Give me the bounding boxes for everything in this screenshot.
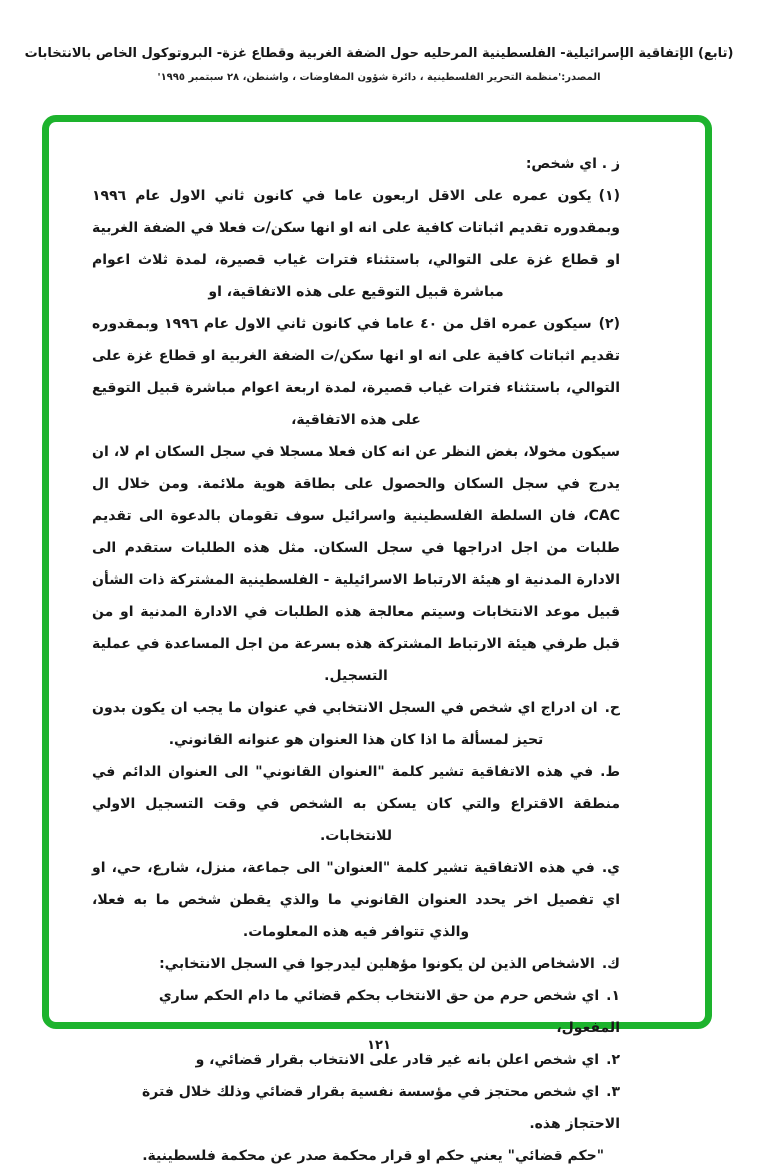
list-item-paren-1 (92, 180, 620, 308)
list-item-ha (92, 692, 620, 756)
list-item-ya (92, 852, 620, 948)
document-header (0, 46, 758, 83)
list-item-kaf (92, 948, 620, 980)
document-title: (تابع) الإتفاقية الإسرائيلية- الفلسطينية المرحليه حول الضفة الغربية وقطاع غزة- البروتوكول الخاص بالانتخابات (24, 46, 734, 61)
list-item-num-1 (92, 980, 620, 1044)
document-source-line: المصدر:'منظمة التحرير الفلسطينية ، دائرة شؤون المفاوضات ، واشنطن، ٢٨ سبتمبر ١٩٩٥' (157, 72, 601, 83)
list-item-paren-2-text: سيكون عمره اقل من ٤٠ عاما في كانون ثاني الاول عام ١٩٩٦ وبمقدوره تقديم اثباتات كافية على انه او انها سكن/ت الضفة الغربية او قطاع غزة على التوالي، باستثناء فترات غياب قصيرة، لمدة اربعة اعوام مباشرة قبيل التوقيع على هذه الاتفاقية، (92, 316, 620, 428)
list-item-num-2-marker: ٢. (606, 1052, 620, 1068)
list-item-paren-1-text: يكون عمره على الاقل اربعون عاما في كانون ثاني الاول عام ١٩٩٦ وبمقدوره تقديم اثباتات كافية على انه او انها سكن/ت فعلا في الضفة الغربية او قطاع غزة على التوالي، باستثناء فترات غياب قصيرة، لمدة ثلاث اعوام مباشرة قبيل التوقيع على هذه الاتفاقية، او (92, 188, 620, 300)
list-item-paren-2-marker: (٢) (598, 316, 620, 332)
list-item-paren-2 (92, 308, 620, 436)
list-item-num-1-text: اي شخص حرم من حق الانتخاب بحكم قضائي ما دام الحكم ساري المفعول، (158, 988, 620, 1036)
page-number: ١٢١ (367, 1038, 391, 1053)
document-body (49, 122, 705, 1172)
list-item-kaf-marker: ك. (601, 956, 620, 972)
list-item-ya-marker: ي. (601, 860, 620, 876)
list-item-ta-marker: ط. (600, 764, 620, 780)
registry-paragraph: سيكون مخولا، بغض النظر عن انه كان فعلا مسجلا في سجل السكان ام لا، ان يدرج في سجل السكان والحصول على بطاقة هوية ملائمة. ومن خلال ال CAC، فان السلطة الفلسطينية واسرائيل سوف تقومان بالدعوة الى تقديم طلبات من اجل ادراجها في سجل السكان. مثل هذه الطلبات ستقدم الى الادارة المدنية او هيئة الارتباط الاسرائيلية - الفلسطينية المشتركة ذات الشأن قبيل موعد الانتخابات وسيتم معالجة هذه الطلبات في الادارة المدنية او من قبل طرفي هيئة الارتباط المشتركة هذه بسرعة من اجل المساعدة في عملية التسجيل. (92, 444, 620, 684)
list-item-num-2-text: اي شخص اعلن بانه غير قادر على الانتخاب بقرار قضائي، و (195, 1052, 600, 1068)
list-item-num-3-marker: ٣. (606, 1084, 620, 1100)
judicial-ruling-footnote: "حكم قضائي" يعني حكم او قرار محكمة صدر عن محكمة فلسطينية. (142, 1148, 604, 1164)
list-item-ha-text: ان ادراج اي شخص في السجل الانتخابي في عنوان ما يجب ان يكون بدون تحيز لمسألة ما اذا كان هذا العنوان هو عنوانه القانوني. (92, 700, 598, 748)
list-item-ya-text: في هذه الاتفاقية تشير كلمة "العنوان" الى جماعة، منزل، شارع، حي، او اي تفصيل اخر يحدد العنوان القانوني ما والذي يقطن شخص ما به فعلا، والذي تتوافر فيه هذه المعلومات. (92, 860, 620, 940)
list-item-paren-1-marker: (١) (598, 188, 620, 204)
list-item-ta-text: في هذه الاتفاقية تشير كلمة "العنوان القانوني" الى العنوان الدائم في منطقة الاقتراع والتي كان يسكن به الشخص في وقت التسجيل الاولي للانتخابات. (92, 764, 620, 844)
list-item-ha-marker: ح. (604, 700, 620, 716)
list-item-ta (92, 756, 620, 852)
list-item-num-3-text: اي شخص محتجز في مؤسسة نفسية بقرار قضائي وذلك خلال فترة الاحتجاز هذه. (142, 1084, 620, 1132)
list-item-num-1-marker: ١. (606, 988, 620, 1004)
list-item-num-3 (92, 1076, 620, 1140)
section-z-heading: ز . اي شخص: (525, 156, 620, 172)
list-item-kaf-text: الاشخاص الذين لن يكونوا مؤهلين ليدرجوا في السجل الانتخابي: (159, 956, 595, 972)
